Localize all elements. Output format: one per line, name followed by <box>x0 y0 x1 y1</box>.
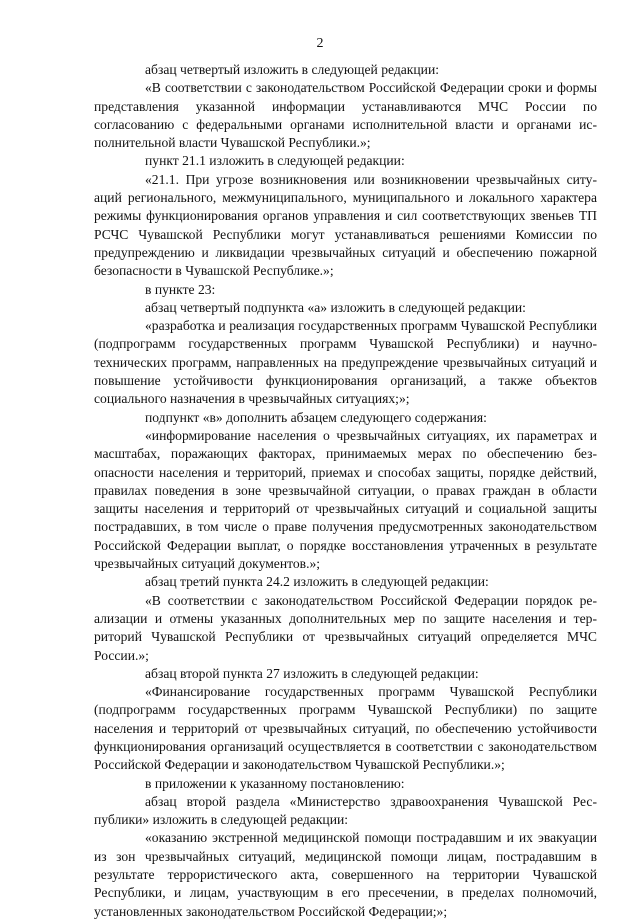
paragraph-3: пункт 21.1 изложить в следующей редакции: <box>145 153 405 169</box>
paragraph-9: «информирование населения о чрезвычайных ситуациях, их параметрах и масштабах, поражающих факторах, принимаемых мерах по обеспечению безопасности населения и территорий, приемах и способах защиты, порядке действий, правилах поведения в зоне чрезвычайной ситуации, о правах граждан в области защиты населения и территорий от чрезвычайных ситуаций и социальной защиты пострадавших, в том числе о праве получения предусмотренных законодательством Российской Федерации выплат, о порядке восстановления утраченных в результате чрезвычайных ситуаций документов.»; <box>94 427 597 572</box>
paragraph-10: абзац третий пункта 24.2 изложить в следующей редакции: <box>145 574 489 590</box>
paragraph-11: «В соответствии с законодательством Российской Федерации порядок реализации и отмены указанных дополнительных мер по защите населения и территорий Чувашской Республики от чрезвычайных ситуаций определяется МЧС России.»; <box>94 592 597 663</box>
paragraph-12: абзац второй пункта 27 изложить в следующей редакции: <box>145 665 479 681</box>
paragraph-4: «21.1. При угрозе возникновения или возникновении чрезвычайных ситуаций регионального, межмуниципального, муниципального и локального характера режимы функционирования органов управления и сил соответствующих звеньев ТП РСЧС Чувашской Республики могут устанавливаться решениями Комиссии по предупреждению и ликвидации чрезвычайных ситуаций и обеспечению пожарной безопасности в Чувашской Республике.»; <box>94 171 597 279</box>
paragraph-15: абзац второй раздела «Министерство здравоохранения Чувашской Республики» изложить в следующей редакции: <box>94 793 597 828</box>
page-number: 2 <box>316 36 324 51</box>
paragraph-1: абзац четвертый изложить в следующей редакции: <box>145 62 440 77</box>
document-body <box>94 61 597 921</box>
paragraph-16: «оказанию экстренной медицинской помощи пострадавшим и их эвакуации из зон чрезвычайных ситуаций, медицинской помощи лицам, пострадавшим в результате террористического акта, совершенного на территории Чувашской Республики, и лицам, участвующим в его пресечении, в пределах полномочий, установленных законодательством Российской Федерации;»; <box>94 830 597 919</box>
paragraph-13: «Финансирование государственных программ Чувашской Республики (подпрограмм государственных программ Чувашской Республики) по защите населения и территорий от чрезвычайных ситуаций, по обеспечению устойчивости функционирования организаций осуществляется в соответствии с законодательством Российской Федерации и законодательством Чувашской Республики.»; <box>94 684 597 773</box>
paragraph-8: подпункт «в» дополнить абзацем следующего содержания: <box>145 409 487 425</box>
paragraph-7: «разработка и реализация государственных программ Чувашской Республики (подпрограмм государственных программ Чувашской Республики) и научно-технических программ, направленных на предупреждение чрезвычайных ситуаций и повышение устойчивости функционирования организаций, а также объектов социального назначения в чрезвычайных ситуациях;»; <box>94 318 597 407</box>
paragraph-14: в приложении к указанному постановлению: <box>145 775 405 791</box>
paragraph-5: в пункте 23: <box>145 281 216 297</box>
paragraph-6: абзац четвертый подпункта «а» изложить в следующей редакции: <box>145 299 526 315</box>
paragraph-2: «В соответствии с законодательством Российской Федерации сроки и формы представления указанной информации устанавливаются МЧС России по согласованию с федеральными органами исполнительной власти и органами исполнительной власти Чувашской Республики.»; <box>94 80 597 151</box>
